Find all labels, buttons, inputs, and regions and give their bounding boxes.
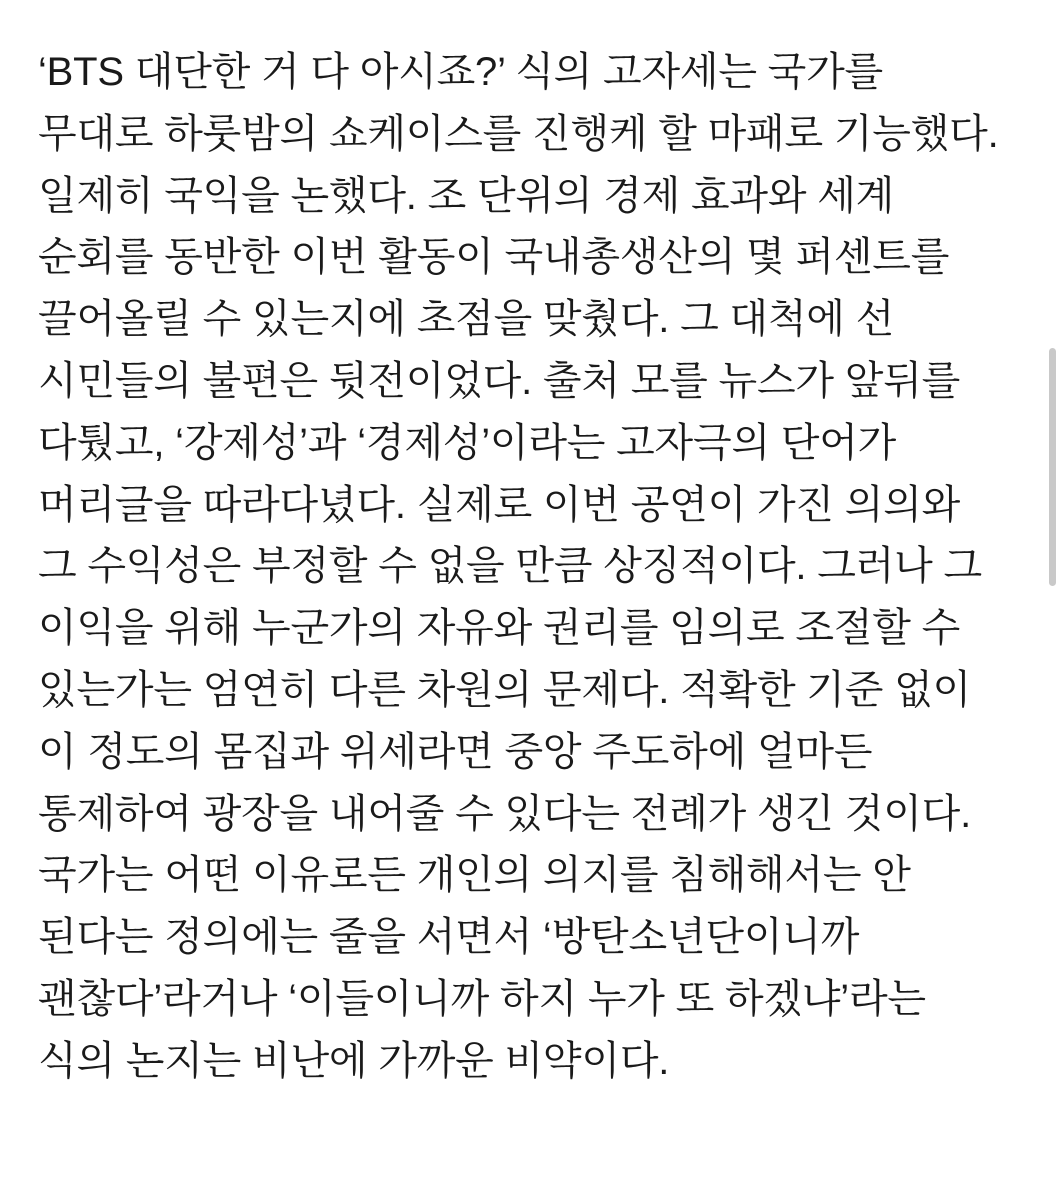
article-paragraph: ‘BTS 대단한 거 다 아시죠?’ 식의 고자세는 국가를 무대로 하룻밤의 쇼케이스를 진행케 할 마패로 기능했다. 일제히 국익을 논했다. 조 단위의 경제 효과와 세계 순회를 동반한 이번 활동이 국내총생산의 몇 퍼센트를 끌어올릴 수 있는지에 초점을 맞췄다. 그 대척에 선 시민들의 불편은 뒷전이었다. 출처 모를 뉴스가 앞뒤를 다퉜고, ‘강제성’과 ‘경제성’이라는 고자극의 단어가 머리글을 따라다녔다. 실제로 이번 공연이 가진 의의와 그 수익성은 부정할 수 없을 만큼 상징적이다. 그러나 그 이익을 위해 누군가의 자유와 권리를 임의로 조절할 수 있는가는 엄연히 다른 차원의 문제다. 적확한 기준 없이 이 정도의 몸집과 위세라면 중앙 주도하에 얼마든 통제하여 광장을 내어줄 수 있다는 전례가 생긴 것이다. 국가는 어떤 이유로든 개인의 의지를 침해해서는 안 된다는 정의에는 줄을 서면서 ‘방탄소년단이니까 괜찮다’라거나 ‘이들이니까 하지 누가 또 하겠냐’라는 식의 논지는 비난에 가까운 비약이다. xyxy=(38,50,999,1083)
article-body-text xyxy=(38,42,1000,1093)
vertical-scrollbar[interactable] xyxy=(1048,0,1058,1200)
scrollbar-thumb[interactable] xyxy=(1049,348,1056,586)
